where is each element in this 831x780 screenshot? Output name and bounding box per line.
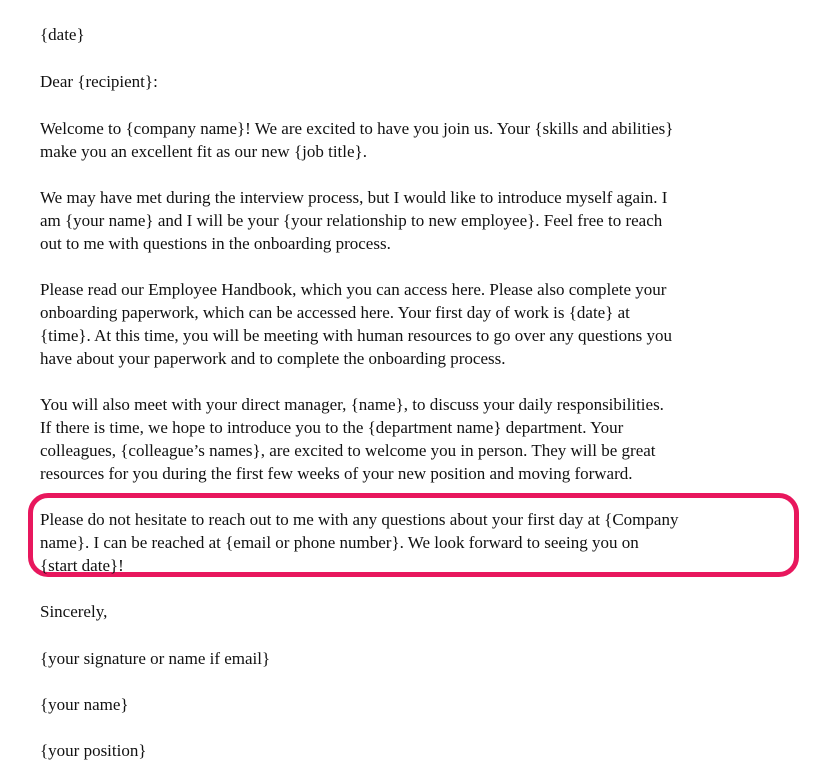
letter-date: {date}	[40, 25, 85, 44]
paragraph-onboarding: Please read our Employee Handbook, which you can access here. Please also complete your onboarding paperwork, which can be accessed here. Your first day of work is {date} at {time}. At this time, you will be meeting with human resources to go over any questions you have about your paperwork and to complete the onboarding process.	[40, 280, 673, 368]
letter-sender-name: {your name}	[40, 695, 129, 714]
letter-sender-position: {your position}	[40, 741, 147, 760]
paragraph-welcome: Welcome to {company name}! We are excited to have you join us. Your {skills and abilities} make you an excellent fit as our new {job title}.	[40, 119, 674, 161]
paragraph-manager: You will also meet with your direct manager, {name}, to discuss your daily responsibilities. If there is time, we hope to introduce you to the {department name} department. Your colleagues, {colleague’s names}, are excited to welcome you in person. They will be great resources for you during the first few weeks of your new position and moving forward.	[40, 395, 664, 483]
paragraph-contact-highlighted: Please do not hesitate to reach out to me with any questions about your first day at {Company name}. I can be reached at {email or phone number}. We look forward to seeing you on {start date}!	[40, 510, 679, 575]
letter-closing: Sincerely,	[40, 602, 108, 621]
paragraph-introduction: We may have met during the interview process, but I would like to introduce myself again. I am {your name} and I will be your {your relationship to new employee}. Feel free to reach out to me with questions in the onboarding process.	[40, 188, 668, 253]
letter-signature: {your signature or name if email}	[40, 649, 271, 668]
letter-salutation: Dear {recipient}:	[40, 72, 158, 91]
